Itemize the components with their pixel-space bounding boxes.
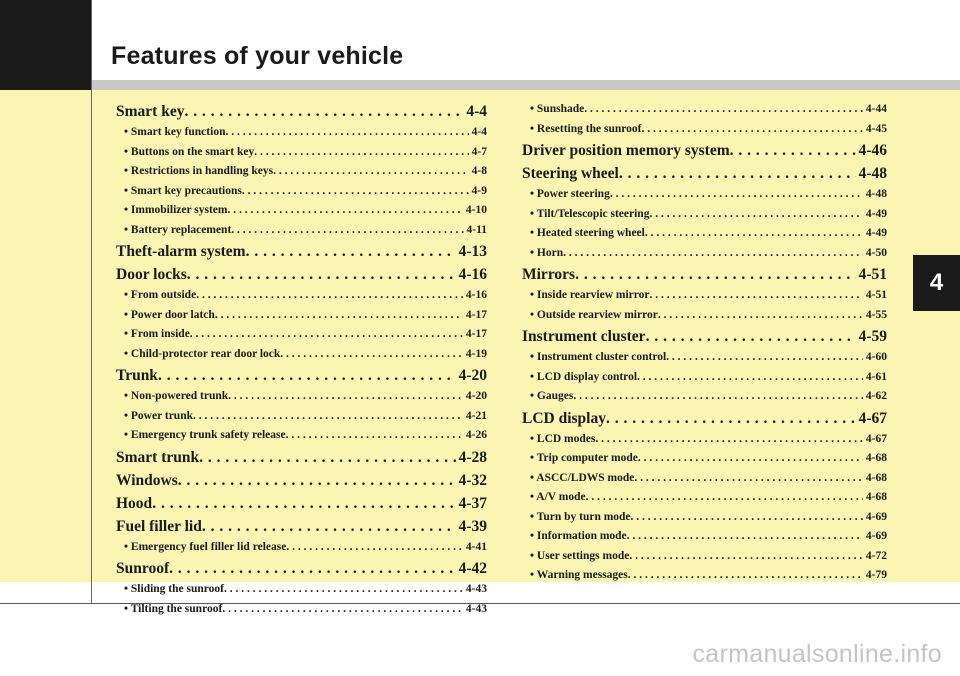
toc-entry-label: • Resetting the sunroof: [530, 120, 641, 140]
toc-page-number: 4-42: [458, 560, 487, 577]
toc-page-number: 4-4: [471, 126, 487, 138]
toc-item-entry[interactable]: [116, 143, 487, 163]
toc-section-entry[interactable]: [522, 263, 887, 286]
toc-entry-label: • Non-powered trunk: [124, 387, 228, 407]
toc-page-number: 4-59: [858, 328, 887, 345]
toc-page-number: 4-10: [465, 204, 487, 216]
toc-left-column: [116, 100, 487, 619]
toc-entry-label: • Smart key function: [124, 123, 225, 143]
toc-page-number: 4-55: [865, 308, 887, 321]
dot-leader: [658, 306, 863, 326]
toc-page-number: 4-11: [466, 223, 487, 236]
toc-item-entry[interactable]: [116, 221, 487, 241]
toc-page-number: 4-60: [865, 351, 887, 363]
toc-page-number: 4-41: [465, 540, 487, 553]
toc-page-number: 4-68: [865, 491, 887, 503]
dot-leader: [286, 538, 463, 558]
dot-leader: [280, 345, 463, 365]
toc-entry-label: • Restrictions in handling keys: [124, 162, 273, 182]
toc-item-entry[interactable]: [522, 469, 887, 489]
toc-page-number: 4-49: [865, 227, 887, 239]
dot-leader: [224, 580, 463, 600]
toc-page-number: 4-37: [458, 494, 487, 512]
toc-section-entry[interactable]: [116, 240, 487, 263]
dot-leader: [202, 515, 456, 538]
toc-item-entry[interactable]: [522, 185, 887, 205]
dot-leader: [228, 387, 463, 407]
toc-page-number: 4-48: [865, 188, 887, 200]
toc-page-number: 4-69: [865, 530, 887, 542]
toc-entry-label: • Inside rearview mirror: [530, 286, 650, 306]
dot-leader: [254, 143, 468, 163]
toc-page-number: 4-62: [865, 390, 887, 402]
toc-section-entry[interactable]: [116, 492, 487, 515]
toc-entry-label: • Information mode: [530, 527, 627, 547]
dot-leader: [619, 162, 856, 185]
margin-rule: [91, 0, 92, 604]
toc-page-number: 4-4: [466, 103, 487, 120]
toc-page-number: 4-45: [865, 122, 887, 135]
dot-leader: [286, 426, 463, 446]
toc-page-number: 4-28: [458, 448, 487, 466]
dot-leader: [231, 221, 463, 241]
dot-leader: [196, 286, 463, 306]
toc-item-entry[interactable]: [522, 120, 887, 140]
toc-entry-label: • Power steering: [530, 185, 610, 205]
toc-entry-label: • Trip computer mode: [530, 449, 638, 469]
toc-entry-label: • Battery replacement: [124, 221, 231, 241]
toc-page-number: 4-43: [465, 602, 487, 615]
watermark: carmanualsonline.info: [692, 640, 942, 668]
toc-entry-label: Door locks: [116, 266, 187, 283]
toc-entry-label: • Tilt/Telescopic steering: [530, 205, 649, 225]
dot-leader: [666, 348, 863, 368]
toc-entry-label: Windows: [116, 471, 178, 489]
toc-right-column: [522, 100, 887, 586]
toc-page-number: 4-79: [865, 569, 887, 581]
toc-entry-label: • Smart key precautions: [124, 182, 242, 202]
dot-leader: [628, 566, 863, 586]
toc-entry-label: Sunroof: [116, 560, 170, 577]
toc-entry-label: • Warning messages: [530, 566, 628, 586]
dot-leader: [227, 201, 462, 221]
toc-page-number: 4-69: [865, 510, 887, 523]
title-underline: [91, 80, 960, 90]
toc-section-entry[interactable]: [522, 325, 887, 348]
toc-item-entry[interactable]: [116, 600, 487, 620]
toc-item-entry[interactable]: [116, 201, 487, 221]
toc-item-entry[interactable]: [522, 387, 887, 407]
dot-leader: [575, 263, 856, 286]
dot-leader: [730, 139, 856, 162]
dot-leader: [631, 508, 863, 528]
dot-leader: [169, 557, 455, 580]
toc-entry-label: • Power trunk: [124, 407, 193, 427]
toc-section-entry[interactable]: [116, 263, 487, 286]
dot-leader: [610, 185, 863, 205]
dot-leader: [606, 407, 856, 430]
toc-page-number: 4-39: [458, 517, 487, 535]
dot-leader: [641, 120, 862, 140]
dot-leader: [225, 123, 468, 143]
toc-page-number: 4-26: [465, 429, 487, 441]
dot-leader: [629, 547, 863, 567]
toc-item-entry[interactable]: [522, 488, 887, 508]
toc-item-entry[interactable]: [116, 123, 487, 143]
toc-item-entry[interactable]: [522, 527, 887, 547]
toc-page-number: 4-50: [865, 246, 887, 259]
toc-item-entry[interactable]: [116, 345, 487, 365]
dot-leader: [563, 244, 863, 264]
toc-section-entry[interactable]: [522, 407, 887, 430]
toc-entry-label: • Emergency fuel filler lid release: [124, 538, 286, 558]
toc-item-entry[interactable]: [522, 205, 887, 225]
dot-leader: [650, 286, 863, 306]
toc-entry-label: Instrument cluster: [522, 328, 646, 345]
toc-entry-label: • Immobilizer system: [124, 201, 227, 221]
toc-page-number: 4-68: [865, 452, 887, 464]
dot-leader: [634, 469, 863, 489]
toc-page-number: 4-46: [858, 142, 887, 159]
toc-page-number: 4-67: [858, 409, 887, 427]
dot-leader: [273, 162, 469, 182]
toc-entry-label: • Gauges: [530, 387, 573, 407]
toc-section-entry[interactable]: [116, 100, 487, 123]
toc-entry-label: • A/V mode: [530, 488, 586, 508]
toc-item-entry[interactable]: [522, 306, 887, 326]
toc-entry-label: • Buttons on the smart key: [124, 143, 254, 163]
dot-leader: [152, 492, 455, 515]
toc-section-entry[interactable]: [116, 469, 487, 492]
toc-item-entry[interactable]: [116, 387, 487, 407]
dot-leader: [158, 364, 456, 387]
toc-item-entry[interactable]: [522, 100, 887, 120]
toc-entry-label: LCD display: [522, 409, 606, 427]
toc-item-entry[interactable]: [522, 348, 887, 368]
toc-item-entry[interactable]: [522, 244, 887, 264]
toc-item-entry[interactable]: [116, 162, 487, 182]
toc-item-entry[interactable]: [522, 430, 887, 450]
toc-item-entry[interactable]: [522, 368, 887, 388]
toc-page-number: 4-61: [865, 370, 887, 383]
toc-entry-label: • Horn: [530, 244, 563, 264]
dot-leader: [193, 407, 463, 427]
dot-leader: [222, 600, 463, 620]
toc-entry-label: Hood: [116, 494, 153, 512]
toc-item-entry[interactable]: [116, 407, 487, 427]
toc-page-number: 4-44: [865, 103, 887, 115]
toc-entry-label: Trunk: [116, 367, 158, 384]
toc-item-entry[interactable]: [116, 426, 487, 446]
toc-section-entry[interactable]: [116, 515, 487, 538]
toc-page-number: 4-48: [858, 165, 887, 182]
toc-entry-label: • Sliding the sunroof: [124, 580, 224, 600]
toc-section-entry[interactable]: [116, 364, 487, 387]
toc-entry-label: Steering wheel: [522, 165, 619, 182]
toc-page-number: 4-43: [465, 583, 487, 595]
toc-entry-label: • Power door latch: [124, 306, 215, 326]
toc-page-number: 4-17: [465, 308, 487, 321]
dot-leader: [637, 368, 863, 388]
toc-item-entry[interactable]: [522, 286, 887, 306]
toc-page-number: 4-51: [858, 266, 887, 283]
toc-item-entry[interactable]: [522, 508, 887, 528]
dot-leader: [184, 100, 463, 123]
toc-entry-label: • Instrument cluster control: [530, 348, 666, 368]
toc-entry-label: • Turn by turn mode: [530, 508, 631, 528]
toc-item-entry[interactable]: [522, 449, 887, 469]
dot-leader: [595, 430, 863, 450]
toc-entry-label: • Sunshade: [530, 100, 584, 120]
toc-page-number: 4-9: [471, 184, 487, 197]
dot-leader: [199, 446, 455, 469]
dot-leader: [645, 224, 863, 244]
dot-leader: [190, 325, 463, 345]
toc-item-entry[interactable]: [116, 580, 487, 600]
toc-entry-label: • Heated steering wheel: [530, 224, 645, 244]
toc-entry-label: Driver position memory system: [522, 142, 730, 159]
dot-leader: [627, 527, 863, 547]
toc-section-entry[interactable]: [116, 557, 487, 580]
toc-entry-label: • Child-protector rear door lock: [124, 345, 280, 365]
toc-page-number: 4-49: [865, 207, 887, 220]
toc-page-number: 4-72: [865, 549, 887, 562]
toc-item-entry[interactable]: [116, 306, 487, 326]
chapter-tab[interactable]: 4: [913, 255, 960, 311]
dot-leader: [646, 325, 856, 348]
toc-item-entry[interactable]: [116, 182, 487, 202]
toc-page-number: 4-21: [465, 409, 487, 422]
dot-leader: [586, 488, 863, 508]
toc-page-number: 4-20: [465, 390, 487, 402]
toc-item-entry[interactable]: [116, 538, 487, 558]
toc-page-number: 4-51: [865, 289, 887, 301]
toc-entry-label: • ASCC/LDWS mode: [530, 469, 634, 489]
toc-page-number: 4-68: [865, 471, 887, 484]
toc-entry-label: • From outside: [124, 286, 196, 306]
dot-leader: [187, 263, 456, 286]
toc-entry-label: • LCD modes: [530, 430, 595, 450]
toc-page-number: 4-8: [471, 165, 487, 177]
toc-entry-label: Theft-alarm system: [116, 243, 246, 260]
toc-section-entry[interactable]: [522, 139, 887, 162]
toc-page-number: 4-7: [471, 145, 487, 158]
toc-page-number: 4-16: [458, 266, 487, 283]
toc-entry-label: • LCD display control: [530, 368, 637, 388]
toc-entry-label: • User settings mode: [530, 547, 629, 567]
toc-page-number: 4-20: [458, 367, 487, 384]
toc-item-entry[interactable]: [116, 325, 487, 345]
toc-entry-label: • Emergency trunk safety release: [124, 426, 286, 446]
toc-item-entry[interactable]: [522, 547, 887, 567]
dot-leader: [649, 205, 862, 225]
dot-leader: [584, 100, 863, 120]
toc-entry-label: Smart key: [116, 103, 185, 120]
dot-leader: [638, 449, 863, 469]
toc-item-entry[interactable]: [116, 286, 487, 306]
toc-entry-label: Fuel filler lid: [116, 517, 202, 535]
toc-section-entry[interactable]: [116, 446, 487, 469]
toc-item-entry[interactable]: [522, 566, 887, 586]
dot-leader: [242, 182, 469, 202]
toc-entry-label: • Tilting the sunroof: [124, 600, 222, 620]
toc-entry-label: • Outside rearview mirror: [530, 306, 658, 326]
dot-leader: [215, 306, 463, 326]
dot-leader: [573, 387, 863, 407]
toc-item-entry[interactable]: [522, 224, 887, 244]
toc-page-number: 4-17: [465, 328, 487, 340]
toc-page-number: 4-32: [458, 471, 487, 489]
toc-page-number: 4-19: [465, 347, 487, 360]
toc-section-entry[interactable]: [522, 162, 887, 185]
toc-page-number: 4-13: [458, 243, 487, 260]
toc-entry-label: Mirrors: [522, 266, 576, 283]
header-corner-block: [0, 0, 91, 90]
dot-leader: [178, 469, 456, 492]
toc-page-number: 4-16: [465, 289, 487, 301]
toc-entry-label: Smart trunk: [116, 448, 200, 466]
toc-entry-label: • From inside: [124, 325, 190, 345]
page-title: Features of your vehicle: [111, 42, 404, 70]
toc-page-number: 4-67: [865, 432, 887, 445]
dot-leader: [246, 240, 456, 263]
